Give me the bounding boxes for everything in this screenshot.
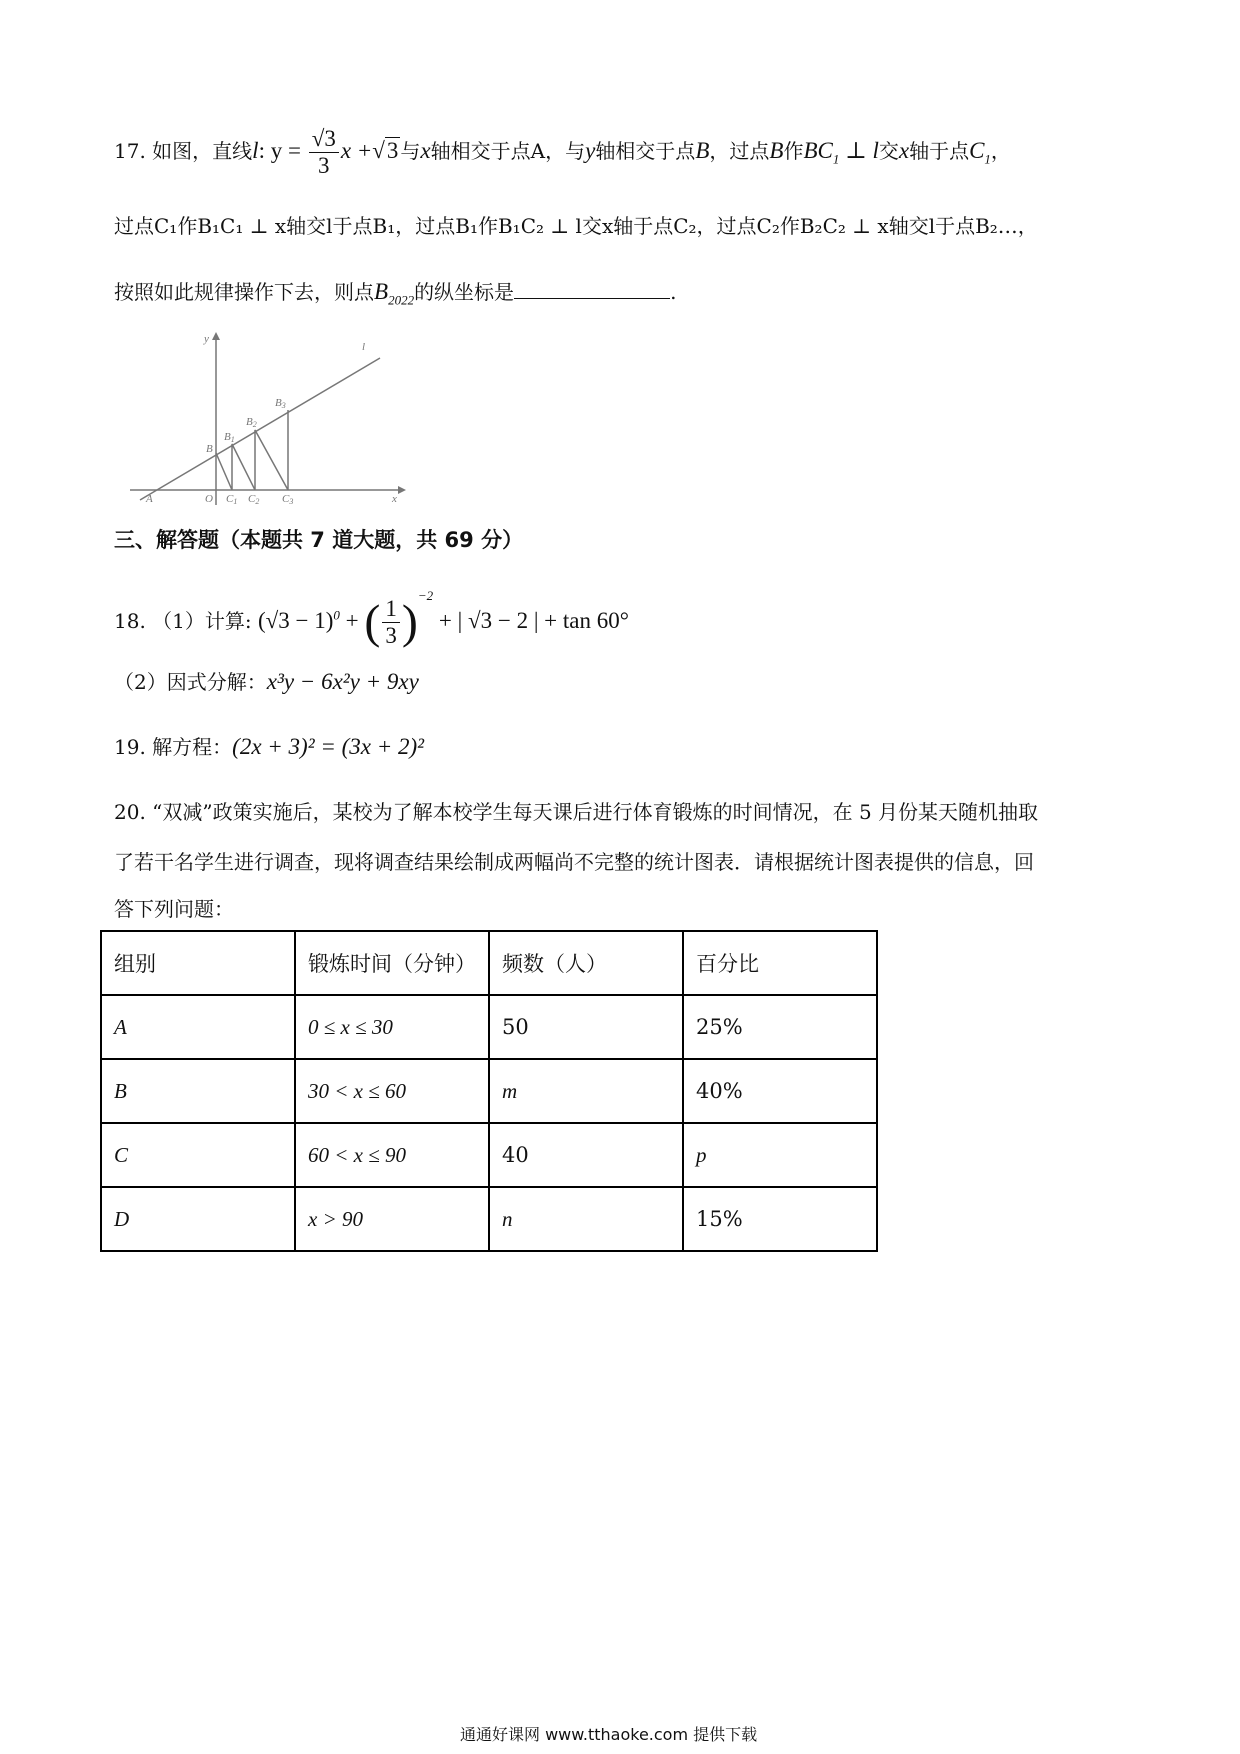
table-cell: x > 90 — [295, 1187, 489, 1251]
table-row — [101, 1059, 877, 1123]
label-y: y — [204, 333, 209, 345]
x-axis-arrow — [398, 486, 406, 494]
q20-line-2: 了若干名学生进行调查，现将调查结果绘制成两幅尚不完整的统计图表．请根据统计图表提供的信息，回 — [114, 850, 1034, 874]
label-B: B — [206, 443, 213, 455]
label-A: A — [146, 493, 153, 505]
table-cell: 40 — [489, 1123, 683, 1187]
page-footer: 通通好课网 www.tthaoke.com 提供下载 — [460, 1725, 758, 1744]
table-cell: p — [683, 1123, 877, 1187]
q20-line-3: 答下列问题： — [114, 897, 234, 921]
label-B3: B3 — [275, 397, 286, 410]
q20-line-1: 20. “双减”政策实施后，某校为了解本校学生每天课后进行体育锻炼的时间情况，在 5 月份某天随机抽取 — [114, 800, 1039, 824]
q17-fraction: $\frac{√3}{3}$ — [309, 126, 339, 179]
label-C3: C3 — [282, 493, 294, 506]
header-group: 组别 — [101, 931, 295, 995]
table-cell: 0 ≤ x ≤ 30 — [295, 995, 489, 1059]
q17-line-2: 过点C₁作B₁C₁ ⊥ x轴交l于点B₁，过点B₁作B₁C₂ ⊥ l交x轴于点C₂，过点C₂作B₂C₂ ⊥ x轴交l于点B₂…， — [114, 214, 1038, 238]
table-cell: m — [489, 1059, 683, 1123]
table-cell: B — [101, 1059, 295, 1123]
q18-part-2: （2）因式分解：x³y − 6x²y + 9xy — [114, 669, 419, 694]
label-C1: C1 — [226, 493, 238, 506]
table-header-row — [101, 931, 877, 995]
answer-blank — [514, 276, 670, 299]
table-cell: C — [101, 1123, 295, 1187]
table-cell: D — [101, 1187, 295, 1251]
y-axis-arrow — [212, 332, 220, 340]
q17-number: 17. — [114, 138, 146, 163]
label-B1: B1 — [224, 431, 235, 444]
section-3-title: 三、解答题（本题共 7 道大题，共 69 分） — [114, 528, 524, 552]
label-O: O — [205, 493, 213, 505]
table-cell: 15% — [683, 1187, 877, 1251]
label-B2: B2 — [246, 416, 257, 429]
table-cell: 25% — [683, 995, 877, 1059]
header-frequency: 频数（人） — [489, 931, 683, 995]
table-cell: 40% — [683, 1059, 877, 1123]
q18-part-1: 18. （1）计算: $(√3 - 1)^0$ + ( $\frac{1}{3}$ )$^{-2}$ + | √3 − 2 | + tan 60° — [114, 588, 629, 649]
header-percentage: 百分比 — [683, 931, 877, 995]
table-row — [101, 1187, 877, 1251]
label-C2: C2 — [248, 493, 260, 506]
table-cell: 30 < x ≤ 60 — [295, 1059, 489, 1123]
label-x: x — [392, 493, 397, 505]
q17-line-1: 17. 如图，直线l: y = $\frac{√3}{3}$ x +√3 与x轴相交于点A，与y轴相交于点B，过点B作$BC_1$ ⊥ l交x轴于点$C_1$， — [114, 126, 1011, 178]
table-cell: 50 — [489, 995, 683, 1059]
table-cell: 60 < x ≤ 90 — [295, 1123, 489, 1187]
q17-figure — [130, 330, 410, 510]
line-l — [140, 358, 380, 500]
label-l: l — [362, 341, 366, 353]
exercise-time-table — [100, 930, 878, 1252]
table-cell: n — [489, 1187, 683, 1251]
q19: 19. 解方程：(2x + 3)² = (3x + 2)² — [114, 734, 425, 759]
table-row — [101, 995, 877, 1059]
table-row — [101, 1123, 877, 1187]
q17-line-3: 按照如此规律操作下去，则点$B_{2022}$的纵坐标是 . — [114, 276, 676, 317]
header-time: 锻炼时间（分钟） — [295, 931, 489, 995]
table-cell: A — [101, 995, 295, 1059]
